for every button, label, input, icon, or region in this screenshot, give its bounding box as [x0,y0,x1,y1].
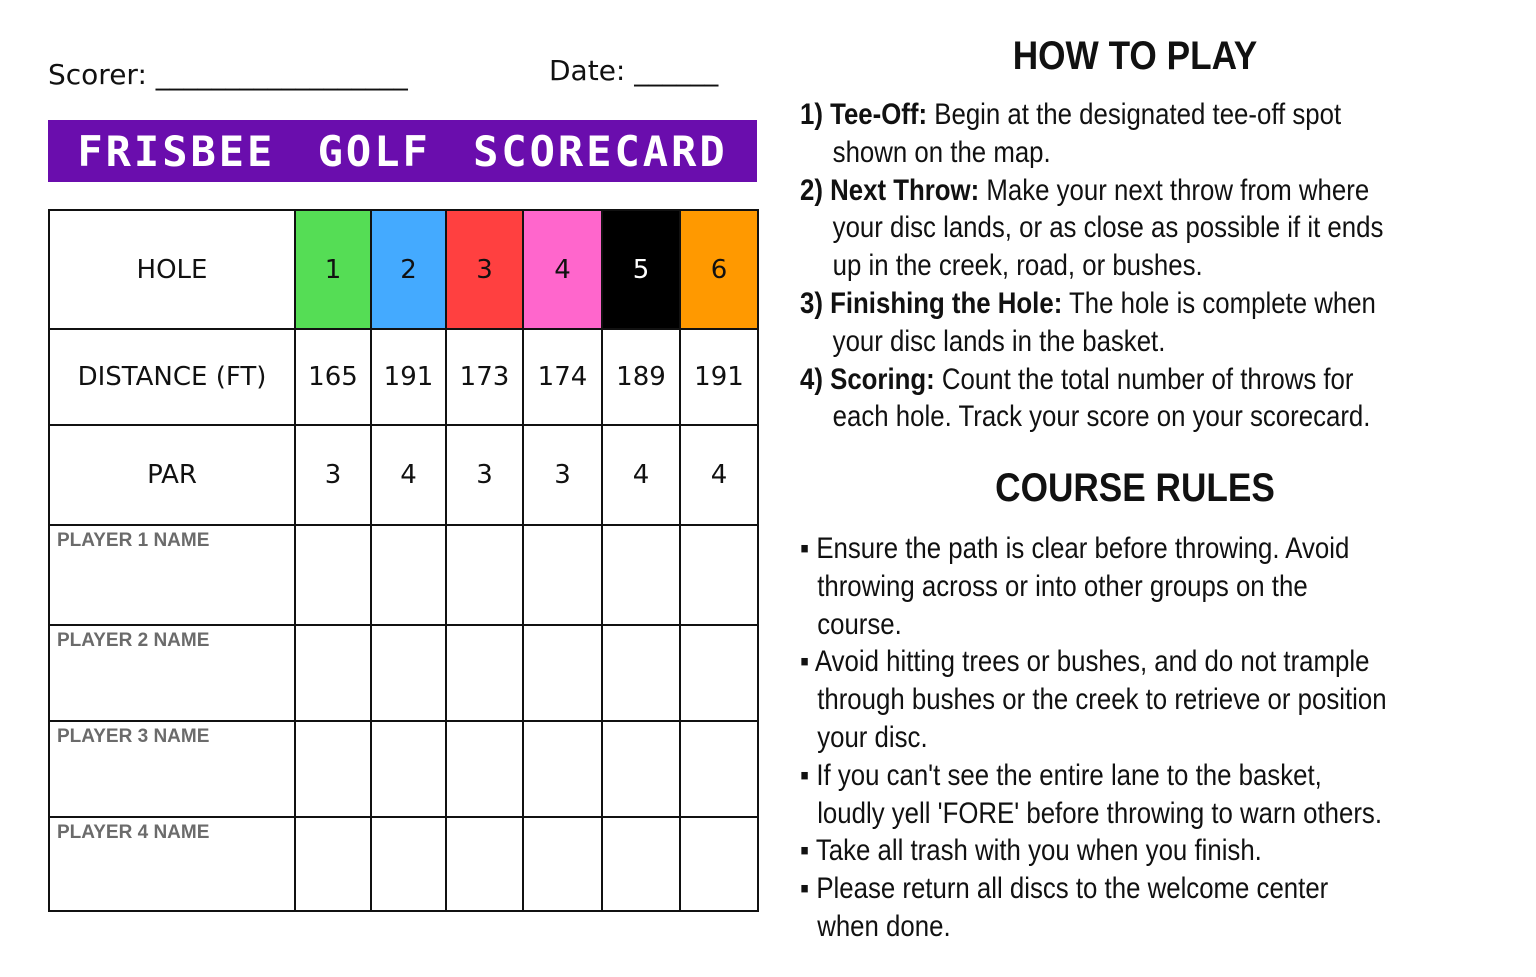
step-label: 1) Tee-Off: [800,98,928,131]
hole-par: 3 [295,425,371,525]
score-cell[interactable] [446,625,523,721]
score-cell[interactable] [446,721,523,817]
score-cell[interactable] [523,525,602,625]
scorecard-banner: FRISBEE GOLF SCORECARD [48,120,757,182]
scorer-field: Scorer: __________________ [48,58,408,91]
how-to-play-title: HOW TO PLAY [1012,34,1258,78]
course-rule: ▪ If you can't see the entire lane to the basket, loudly yell 'FORE' before throwing to warn others. [800,758,1383,830]
hole-distance: 189 [602,329,680,425]
hole-par: 4 [602,425,680,525]
hole-number: 4 [523,210,602,329]
step-text: The hole is complete when your disc lands in the basket. [832,286,1376,358]
score-cell[interactable] [680,625,758,721]
score-cell[interactable] [602,625,680,721]
distance-row-label: DISTANCE (FT) [49,329,295,425]
score-cell[interactable] [602,525,680,625]
par-row-label: PAR [49,425,295,525]
score-cell[interactable] [523,625,602,721]
step-label: 2) Next Throw: [800,173,980,207]
step-label: 3) Finishing the Hole: [800,286,1063,320]
score-cell[interactable] [371,817,446,911]
player-row [49,817,758,911]
player-row [49,721,758,817]
score-cell[interactable] [523,721,602,817]
how-to-play-step [800,285,1393,361]
hole-number: 6 [680,210,758,329]
hole-number: 1 [295,210,371,329]
step-label: 4) Scoring: [800,362,935,396]
hole-distance: 174 [523,329,602,425]
player-name-cell[interactable]: PLAYER 2 NAME [49,625,295,721]
hole-row-label: HOLE [49,210,295,329]
how-to-play-step [800,172,1393,285]
score-cell[interactable] [295,525,371,625]
hole-number: 3 [446,210,523,329]
hole-par: 3 [523,425,602,525]
course-rule: ▪ Please return all discs to the welcome center when done. [800,872,1329,943]
hole-number: 5 [602,210,680,329]
score-cell[interactable] [602,817,680,911]
score-cell[interactable] [523,817,602,911]
how-to-play-steps [800,96,1393,436]
score-cell[interactable] [680,817,758,911]
score-cell[interactable] [295,817,371,911]
hole-par: 4 [680,425,758,525]
scorecard-table [48,209,759,912]
course-rule: ▪ Avoid hitting trees or bushes, and do not trample through bushes or the creek to retrieve or position your disc. [800,645,1387,754]
course-rules-list [800,530,1393,946]
score-cell[interactable] [602,721,680,817]
course-rule: ▪ Take all trash with you when you finish. [800,834,1262,868]
player-name-cell[interactable]: PLAYER 1 NAME [49,525,295,625]
step-text: Make your next throw from where your disc lands, or as close as possible if it ends up in the creek, road, or bushes. [832,173,1384,283]
hole-par: 3 [446,425,523,525]
player-name-cell[interactable]: PLAYER 3 NAME [49,721,295,817]
score-cell[interactable] [295,625,371,721]
player-row [49,625,758,721]
score-cell[interactable] [680,721,758,817]
score-cell[interactable] [295,721,371,817]
how-to-play-step [800,361,1393,437]
score-cell[interactable] [680,525,758,625]
hole-number: 2 [371,210,446,329]
score-cell[interactable] [446,525,523,625]
course-rule: ▪ Ensure the path is clear before throwing. Avoid throwing across or into other groups on the course. [800,532,1350,641]
player-row [49,525,758,625]
hole-distance: 191 [371,329,446,425]
score-cell[interactable] [371,625,446,721]
hole-distance: 191 [680,329,758,425]
course-rules-title: COURSE RULES [995,466,1275,510]
step-text: Begin at the designated tee-off spot shown on the map. [832,98,1342,169]
score-cell[interactable] [371,525,446,625]
hole-distance: 173 [446,329,523,425]
step-text: Count the total number of throws for each hole. Track your score on your scorecard. [832,362,1371,434]
player-name-cell[interactable]: PLAYER 4 NAME [49,817,295,911]
hole-distance: 165 [295,329,371,425]
hole-par: 4 [371,425,446,525]
score-cell[interactable] [371,721,446,817]
date-field: Date: ______ [549,54,719,87]
par-row [49,425,758,525]
score-cell[interactable] [446,817,523,911]
how-to-play-step [800,96,1393,172]
distance-row [49,329,758,425]
hole-row [49,210,758,329]
